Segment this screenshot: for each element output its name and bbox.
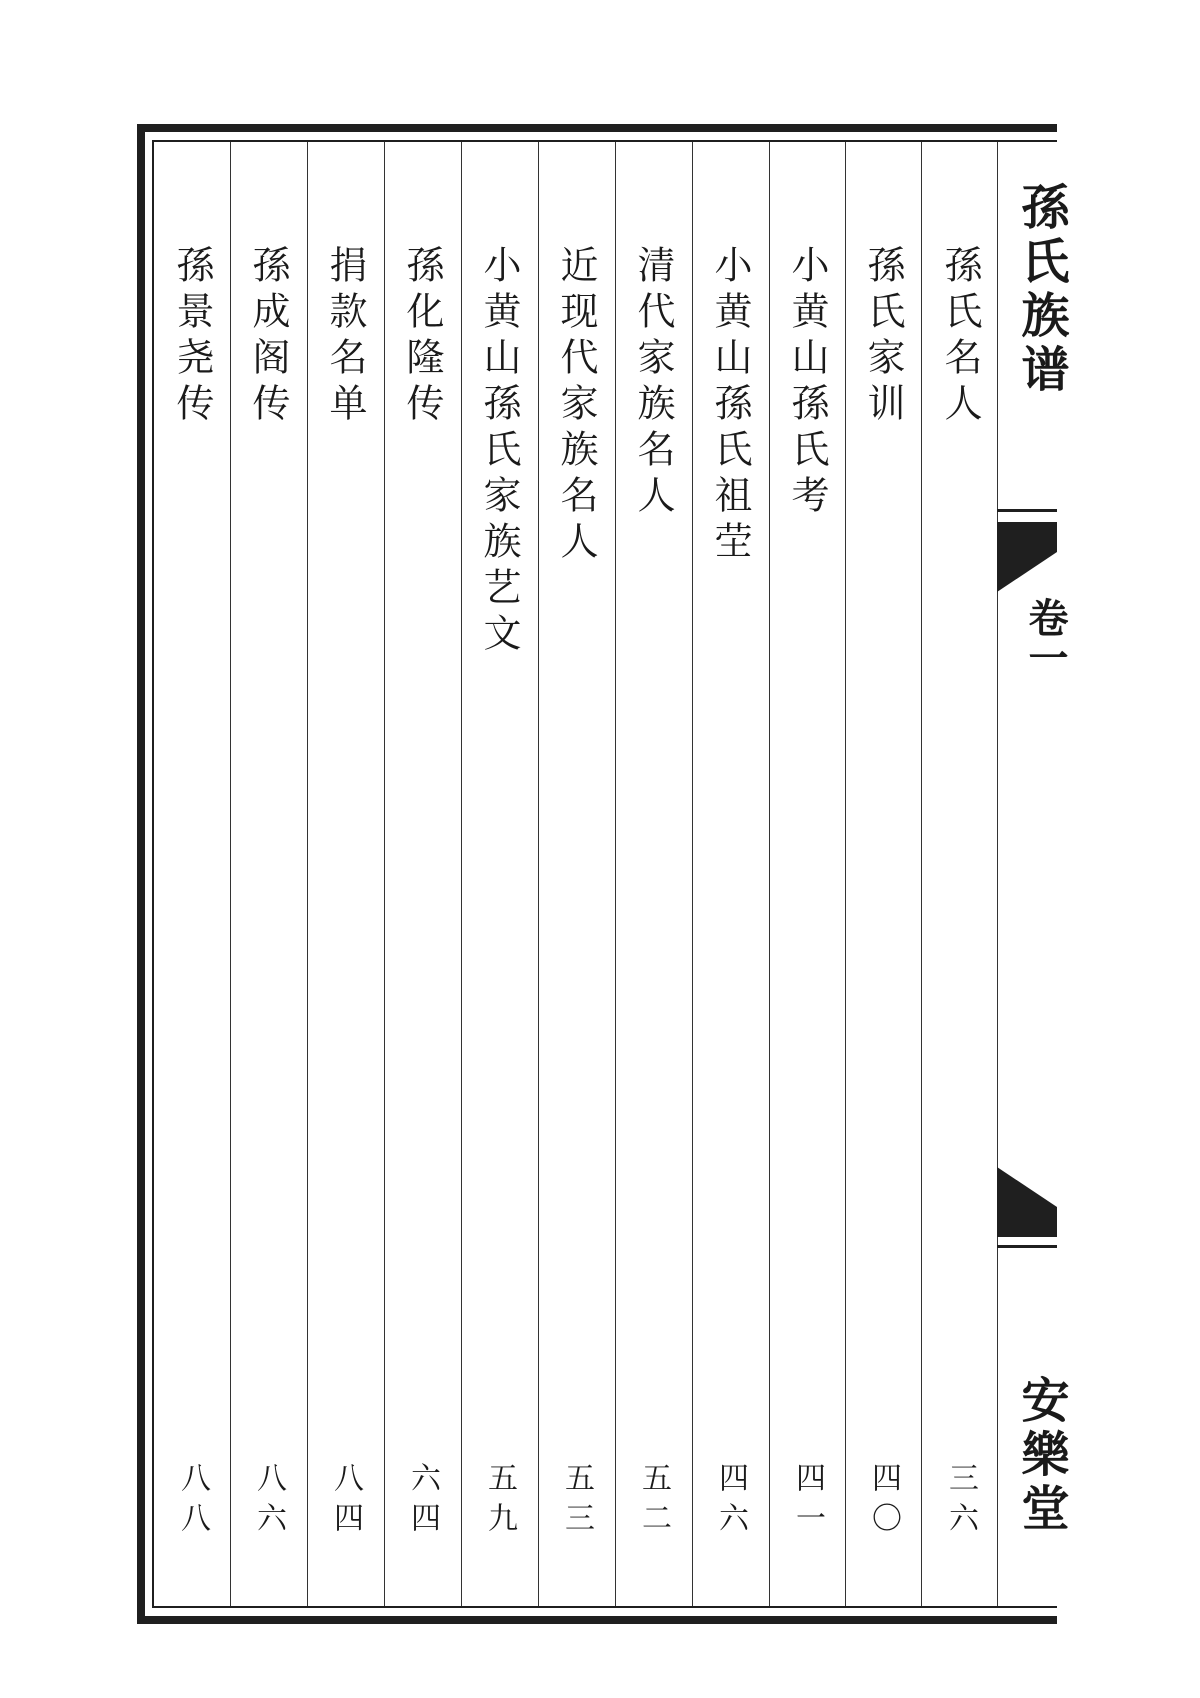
toc-entry-title: 孫化隆传	[400, 245, 444, 429]
toc-entry-title: 清代家族名人	[631, 245, 675, 521]
column-divider	[230, 142, 231, 1606]
spine-hall-name: 安樂堂	[1013, 1375, 1069, 1537]
toc-entry-title: 小黄山孫氏考	[785, 245, 829, 521]
toc-entry-title: 捐款名单	[323, 245, 367, 429]
column-divider	[615, 142, 616, 1606]
column-divider	[769, 142, 770, 1606]
column-divider	[461, 142, 462, 1606]
toc-entry-page: 四一	[790, 1462, 825, 1542]
toc-entry-page: 四六	[713, 1462, 748, 1542]
toc-entry-title: 孫景尧传	[170, 245, 214, 429]
column-divider	[538, 142, 539, 1606]
fishtail-lower-icon	[997, 1167, 1057, 1237]
toc-entry-title: 孫氏名人	[938, 245, 982, 429]
toc-entry-page: 三六	[943, 1462, 978, 1542]
toc-entry-title: 孫成阁传	[246, 245, 290, 429]
toc-entry-page: 八八	[175, 1462, 210, 1542]
spine-book-title: 孫氏族谱	[1013, 182, 1069, 398]
toc-entry-page: 四〇	[866, 1462, 901, 1542]
column-divider	[845, 142, 846, 1606]
toc-entry-page: 六四	[405, 1462, 440, 1542]
toc-entry-page: 八四	[328, 1462, 363, 1542]
spine-rule	[997, 509, 1057, 512]
toc-entry-title: 孫氏家训	[861, 245, 905, 429]
column-divider	[307, 142, 308, 1606]
toc-entry-page: 五三	[559, 1462, 594, 1542]
fishtail-upper-icon	[997, 522, 1057, 592]
column-divider	[692, 142, 693, 1606]
spine-rule	[997, 1245, 1057, 1248]
toc-entry-page: 五二	[636, 1462, 671, 1542]
spine-volume: 卷一	[1022, 597, 1069, 677]
toc-entry-title: 近现代家族名人	[554, 245, 598, 567]
toc-entry-title: 小黄山孫氏祖茔	[708, 245, 752, 567]
column-divider	[921, 142, 922, 1606]
column-divider	[384, 142, 385, 1606]
toc-entry-page: 五九	[482, 1462, 517, 1542]
toc-entry-title: 小黄山孫氏家族艺文	[477, 245, 521, 659]
toc-entry-page: 八六	[251, 1462, 286, 1542]
book-spine	[997, 142, 1069, 1606]
